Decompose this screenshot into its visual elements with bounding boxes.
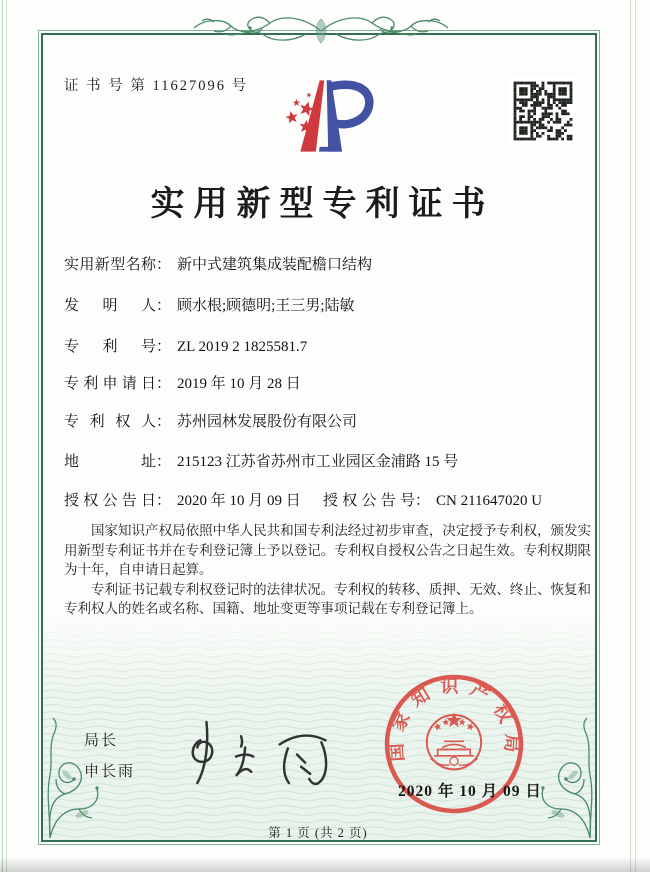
seal-date: 2020 年 10 月 09 日 xyxy=(398,783,542,800)
body-paragraph: 国家知识产权局依照中华人民共和国专利法经过初步审查，决定授予专利权，颁发实用新型专利证书并在专利登记簿上予以登记。专利权自授权公告之日起生效。专利权期限为十年，自申请日起算。 xyxy=(64,523,591,577)
field-value: 2019 年 10 月 28 日 xyxy=(177,376,301,392)
field-row-grant xyxy=(64,489,598,510)
certificate-number: 证 书 号 第 11627096 号 xyxy=(64,78,249,94)
field-value: ZL 2019 2 1825581.7 xyxy=(177,339,308,355)
colon: ： xyxy=(415,493,431,509)
colon: ： xyxy=(156,257,172,273)
field-label: 专利权人 xyxy=(64,414,156,430)
page-number-footer: 第 1 页 (共 2 页) xyxy=(268,826,368,840)
colon: ： xyxy=(156,339,172,355)
field-label: 实用新型名称 xyxy=(64,257,156,273)
top-border-ornament-icon xyxy=(186,8,456,54)
field-value: 新中式建筑集成装配檐口结构 xyxy=(177,257,373,273)
field-label: 地址 xyxy=(64,454,156,470)
field-value: CN 211647020 U xyxy=(436,493,543,509)
signature-handwriting xyxy=(178,712,356,792)
colon: ： xyxy=(156,414,172,430)
booklet-left-page-edge xyxy=(2,0,8,872)
field-label: 专利号 xyxy=(64,339,156,355)
field-row-patent-number xyxy=(64,335,598,356)
field-row-patentee xyxy=(64,410,598,431)
qr-code xyxy=(508,76,578,146)
field-row-inventors xyxy=(64,294,598,315)
colon: ： xyxy=(156,376,172,392)
photo-bottom-shadow xyxy=(0,857,650,872)
signer-name: 申长雨 xyxy=(84,764,136,780)
certificate-title: 实用新型专利证书 xyxy=(150,186,495,223)
field-value: 2020 年 10 月 09 日 xyxy=(177,493,301,509)
booklet-right-page-edge xyxy=(630,0,638,872)
field-row-address xyxy=(64,450,598,471)
field-label: 授权公告号 xyxy=(323,493,415,509)
colon: ： xyxy=(156,493,172,509)
field-label: 授权公告日 xyxy=(64,493,156,509)
signer-block xyxy=(84,726,135,788)
signer-title: 局长 xyxy=(84,733,119,749)
body-paragraph: 专利证书记载专利权登记时的法律状况。专利权的转移、质押、无效、终止、恢复和专利权人的姓名或名称、国籍、地址变更等事项记载在专利登记簿上。 xyxy=(64,581,591,616)
colon: ： xyxy=(156,454,172,470)
field-grant-number-group xyxy=(323,489,542,510)
field-value: 顾水根;顾德明;王三男;陆敏 xyxy=(177,298,355,314)
seal-ring-text: 国家知识产权局 xyxy=(385,676,523,764)
certificate-body-text xyxy=(64,521,591,619)
national-emblem-icon xyxy=(427,713,481,769)
field-row-filing-date xyxy=(64,372,598,393)
field-value: 苏州园林发展股份有限公司 xyxy=(177,414,358,430)
colon: ： xyxy=(156,298,172,314)
cnipa-logo-icon xyxy=(264,74,380,158)
field-row-utility-model-name xyxy=(64,253,598,274)
field-label: 发明人 xyxy=(64,298,156,314)
field-value: 215123 江苏省苏州市工业园区金浦路 15 号 xyxy=(177,454,459,470)
field-label: 专利申请日 xyxy=(64,376,156,392)
